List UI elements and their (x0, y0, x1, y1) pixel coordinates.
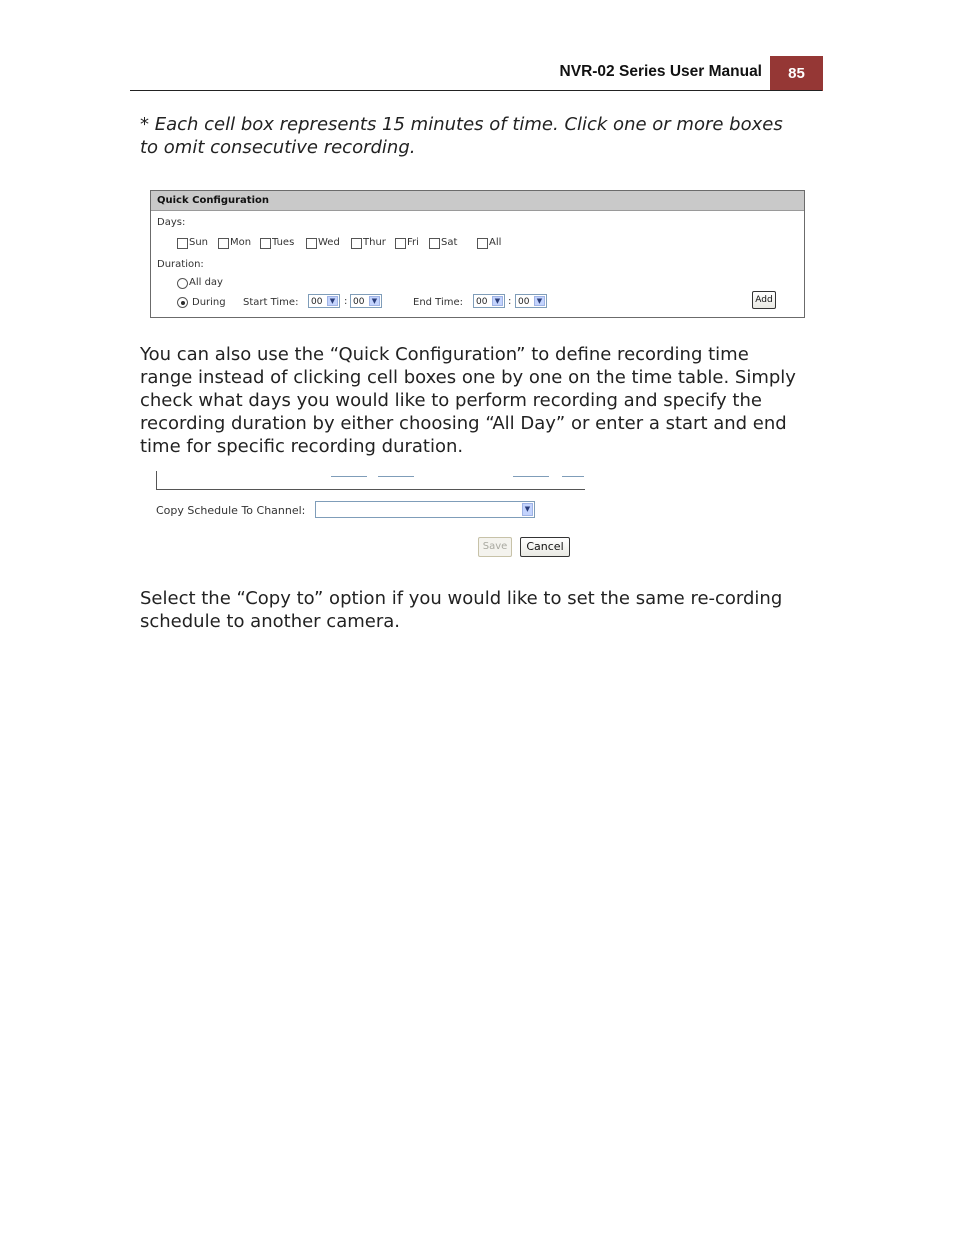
cropped-panel-edge (156, 471, 157, 490)
start-minute-value: 00 (353, 297, 365, 307)
checkbox-sun[interactable] (177, 238, 188, 249)
checkbox-wed[interactable] (306, 238, 317, 249)
end-hour-select[interactable] (473, 294, 505, 308)
copy-schedule-channel-select[interactable] (315, 501, 535, 518)
quick-configuration-title: Quick Configuration (151, 191, 804, 211)
day-label-sun: Sun (189, 237, 209, 248)
start-time-separator: : (344, 296, 348, 307)
day-label-wed: Wed (318, 237, 340, 248)
chevron-down-icon: ▼ (534, 296, 545, 306)
start-hour-select[interactable] (308, 294, 340, 308)
end-minute-value: 00 (518, 297, 530, 307)
cropped-select (331, 470, 367, 477)
day-label-sat: Sat (441, 237, 458, 248)
day-label-fri: Fri (407, 237, 419, 248)
checkbox-all[interactable] (477, 238, 488, 249)
start-hour-value: 00 (311, 297, 323, 307)
cell-box-note: * Each cell box represents 15 minutes of time. Click one or more boxes to omit consecutive recording. (140, 114, 783, 158)
chevron-down-icon: ▼ (369, 296, 380, 306)
add-button[interactable]: Add (752, 291, 776, 309)
manual-title: NVR-02 Series User Manual (559, 63, 762, 80)
day-label-all: All (489, 237, 502, 248)
cancel-button[interactable]: Cancel (520, 537, 570, 557)
checkbox-sat[interactable] (429, 238, 440, 249)
quick-configuration-panel (150, 190, 805, 318)
day-label-tues: Tues (272, 237, 295, 248)
quick-configuration-description: You can also use the “Quick Configuration” to define recording time range instead of clicking cell boxes one by one on the time table. Simply check what days you would like to perform recording and specify the recording duration by either choosing “All Day” or enter a start and end time for specific recording duration. (140, 344, 796, 457)
save-button[interactable]: Save (478, 537, 512, 557)
end-time-label: End Time: (413, 297, 464, 308)
checkbox-mon[interactable] (218, 238, 229, 249)
start-minute-select[interactable] (350, 294, 382, 308)
start-time-label: Start Time: (243, 297, 299, 308)
radio-during[interactable] (177, 297, 188, 308)
page-number-badge: 85 (770, 56, 823, 91)
day-label-thur: Thur (363, 237, 386, 248)
day-label-mon: Mon (230, 237, 252, 248)
chevron-down-icon: ▼ (492, 296, 503, 306)
cropped-select (562, 470, 584, 477)
checkbox-fri[interactable] (395, 238, 406, 249)
chevron-down-icon: ▼ (327, 296, 338, 306)
checkbox-tues[interactable] (260, 238, 271, 249)
cropped-select (378, 470, 414, 477)
checkbox-thur[interactable] (351, 238, 362, 249)
radio-all-day[interactable] (177, 278, 188, 289)
cropped-panel-bottom (156, 489, 585, 490)
chevron-down-icon: ▼ (522, 503, 533, 516)
cropped-select (513, 470, 549, 477)
header-divider (130, 90, 822, 91)
end-time-separator: : (508, 296, 512, 307)
end-hour-value: 00 (476, 297, 488, 307)
copy-to-description: Select the “Copy to” option if you would like to set the same re-cording schedule to another camera. (140, 588, 783, 632)
days-label: Days: (157, 217, 186, 228)
during-label: During (192, 297, 226, 308)
duration-label: Duration: (157, 259, 204, 270)
all-day-label: All day (189, 277, 223, 288)
end-minute-select[interactable] (515, 294, 547, 308)
copy-schedule-label: Copy Schedule To Channel: (156, 504, 306, 517)
